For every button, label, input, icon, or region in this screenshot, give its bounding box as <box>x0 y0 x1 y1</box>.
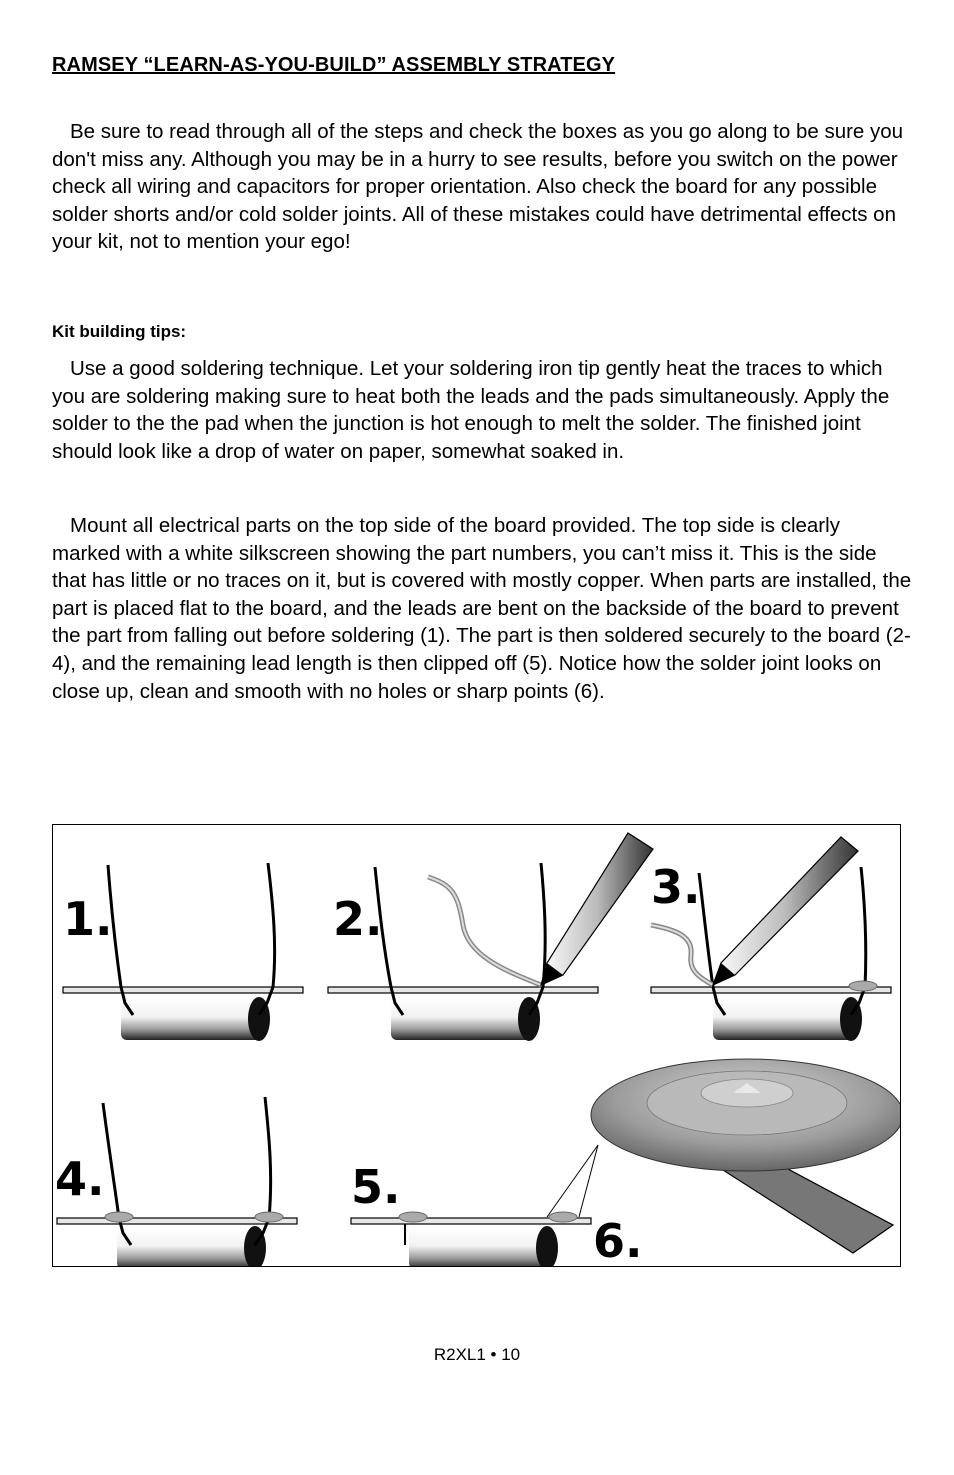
soldering-steps-figure <box>52 824 901 1267</box>
intro-paragraph: Be sure to read through all of the steps and check the boxes as you go along to be sure you don't miss any. Although you may be in a hurry to see results, before you switch on the power check all wiring and capacitors for proper orientation. Also check the board for any possible solder shorts and/or cold solder joints. All of these mistakes could have detrimental effects on your kit, not to mention your ego! <box>52 120 904 254</box>
step-1-illustration <box>63 863 303 1041</box>
step-3-illustration <box>651 837 891 1041</box>
page-heading: RAMSEY “LEARN-AS-YOU-BUILD” ASSEMBLY STRATEGY <box>52 54 616 76</box>
tips-heading: Kit building tips: <box>52 322 187 341</box>
tips-paragraph-soldering: Use a good soldering technique. Let your soldering iron tip gently heat the traces to which you are soldering making sure to heat both the leads and the pads simultaneously. Apply the solder to the the pad when the junction is hot enough to melt the solder. The finished joint should look like a drop of water on paper, somewhat soaked in. <box>52 357 890 463</box>
tips-paragraph-mounting: Mount all electrical parts on the top side of the board provided. The top side is clearly marked with a white silkscreen showing the part numbers, you can’t miss it. This is the side that has little or no traces on it, but is covered with mostly copper. When parts are installed, the part is placed flat to the board, and the leads are bent on the backside of the board to prevent the part from falling out before soldering (1). The part is then soldered securely to the board (2-4), and the remaining lead length is then clipped off (5). Notice how the solder joint looks on close up, clean and smooth with no holes or sharp points (6). <box>52 514 912 703</box>
step-6-illustration <box>547 1059 901 1267</box>
step-4-label: 4. <box>55 1152 105 1206</box>
step-6-label: 6. <box>593 1214 643 1268</box>
step-4-illustration <box>55 1097 297 1267</box>
step-5-label: 5. <box>351 1160 401 1214</box>
page-footer: R2XL1 • 10 <box>433 1345 521 1364</box>
step-3-label: 3. <box>651 860 701 914</box>
step-2-illustration <box>328 833 653 1041</box>
step-5-illustration <box>351 1160 591 1267</box>
step-1-label: 1. <box>63 892 113 946</box>
step-2-label: 2. <box>333 892 383 946</box>
